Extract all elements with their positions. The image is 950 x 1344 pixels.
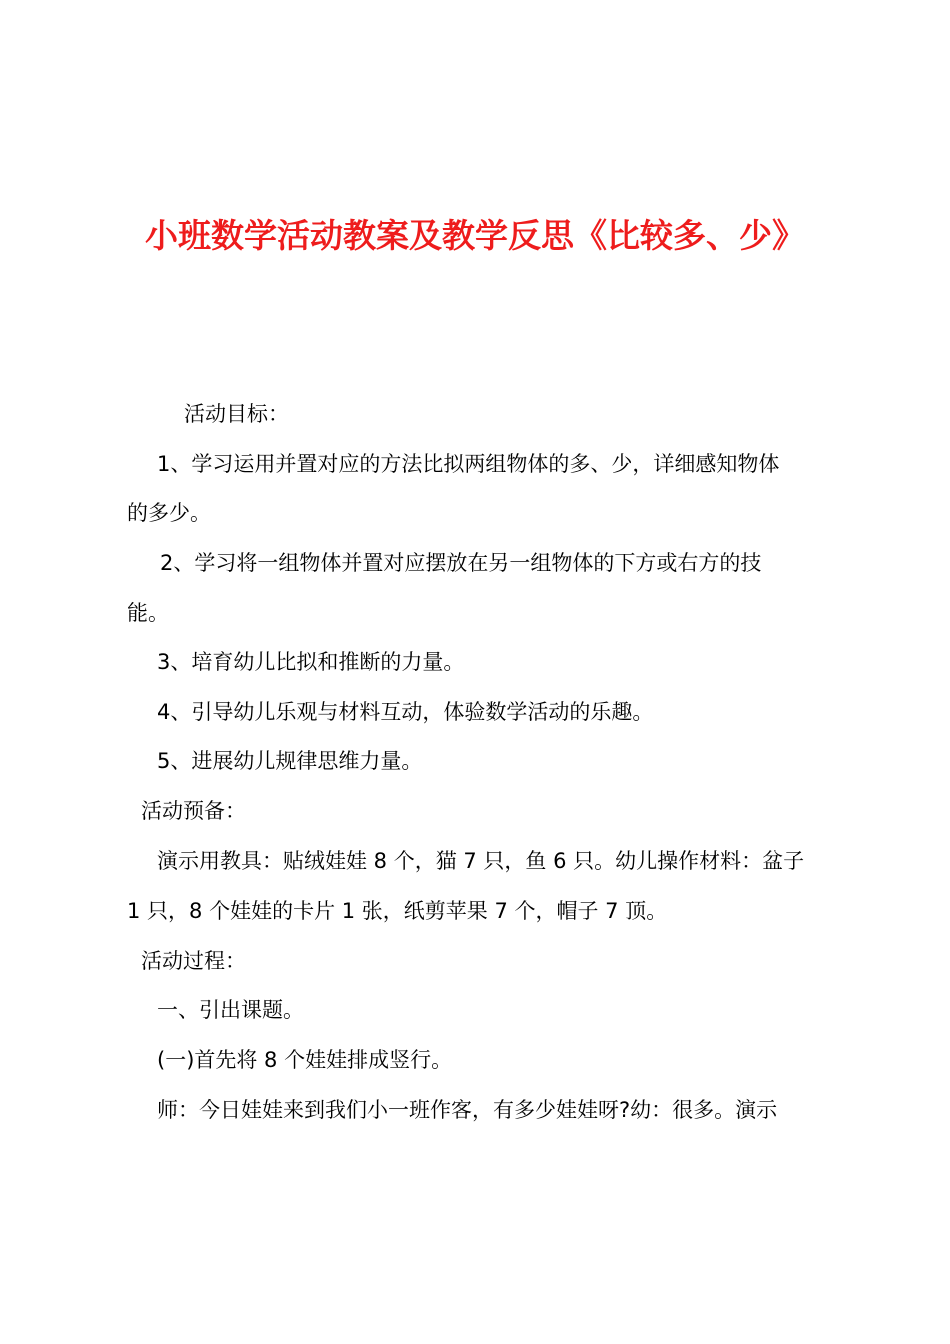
prep-line-2: 1 只，8 个娃娃的卡片 1 张，纸剪苹果 7 个，帽子 7 顶。: [127, 899, 668, 923]
document-title: 小班数学活动教案及教学反思《比较多、少》: [145, 216, 805, 255]
goal-2-line-1: 2、学习将一组物体并置对应摆放在另一组物体的下方或右方的技: [160, 551, 762, 575]
process-heading: 活动过程：: [141, 949, 246, 973]
goal-4: 4、引导幼儿乐观与材料互动，体验数学活动的乐趣。: [157, 700, 654, 724]
goal-3: 3、培育幼儿比拟和推断的力量。: [157, 650, 465, 674]
goal-2-line-2: 能。: [127, 601, 169, 625]
goal-5: 5、进展幼儿规律思维力量。: [157, 749, 423, 773]
goals-heading: 活动目标：: [184, 402, 289, 426]
goal-1-line-1: 1、学习运用并置对应的方法比拟两组物体的多、少，详细感知物体: [157, 452, 780, 476]
step-1-1: (一)首先将 8 个娃娃排成竖行。: [157, 1048, 453, 1072]
goal-1-line-2: 的多少。: [127, 501, 211, 525]
prep-heading: 活动预备：: [141, 799, 246, 823]
dialogue-line-1: 师：今日娃娃来到我们小一班作客，有多少娃娃呀?幼：很多。演示: [157, 1098, 778, 1122]
prep-line-1: 演示用教具：贴绒娃娃 8 个，猫 7 只，鱼 6 只。幼儿操作材料：盆子: [157, 849, 805, 873]
step-1: 一、引出课题。: [157, 998, 304, 1022]
